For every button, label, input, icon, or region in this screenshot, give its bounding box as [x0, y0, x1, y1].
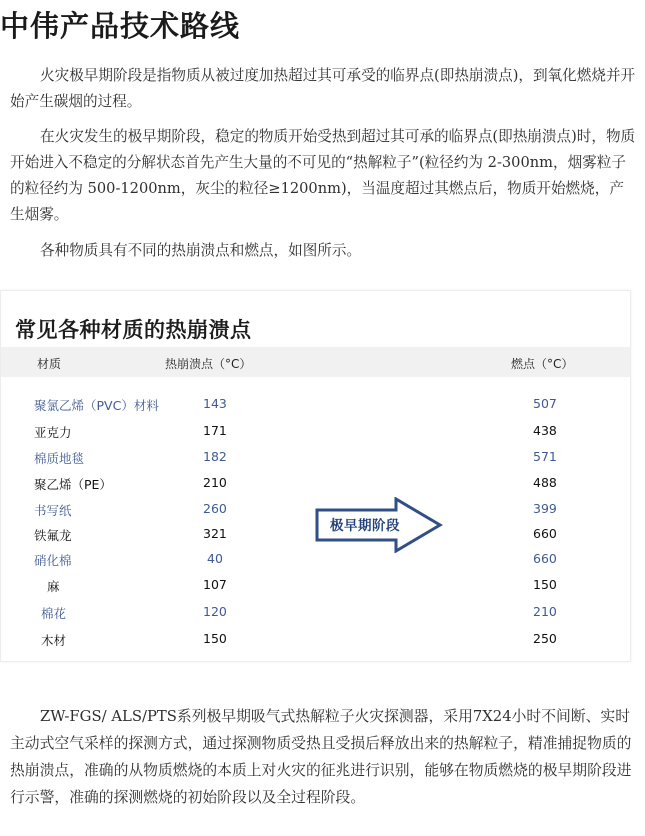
- intro-paragraph: 火灾极早期阶段是指物质从被过度加热超过其可承受的临界点(即热崩溃点)，到氧化燃烧并开始产生碳烟的过程。: [10, 67, 636, 110]
- collapse-point-cell: 107: [203, 577, 227, 592]
- material-cell: 铁氟龙: [34, 528, 72, 543]
- ignition-point-cell: 210: [533, 604, 557, 619]
- page-title: 中伟产品技术路线: [0, 9, 241, 43]
- ignition-point-cell: 150: [533, 577, 557, 592]
- table-row: [1, 627, 630, 653]
- collapse-point-cell: 120: [203, 604, 227, 619]
- collapse-point-cell: 143: [203, 396, 227, 411]
- material-cell: 聚乙烯（PE）: [34, 477, 112, 492]
- header-material: 材质: [37, 357, 62, 371]
- collapse-point-cell: 210: [203, 475, 227, 490]
- collapse-point-cell: 150: [203, 631, 227, 646]
- table-row: [1, 573, 630, 599]
- material-cell: 棉花: [41, 606, 67, 621]
- materials-table: [0, 290, 631, 662]
- header-collapse-point: 热崩溃点（°C）: [165, 357, 252, 371]
- collapse-point-cell: 260: [203, 501, 227, 516]
- material-cell: 棉质地毯: [34, 451, 85, 466]
- table-row: [1, 471, 630, 497]
- ignition-point-cell: 438: [533, 423, 557, 438]
- ignition-point-cell: 250: [533, 631, 557, 646]
- ignition-point-cell: 660: [533, 551, 557, 566]
- material-cell: 麻: [47, 579, 60, 594]
- detail-paragraph: 在火灾发生的极早期阶段，稳定的物质开始受热到超过其可承的临界点(即热崩溃点)时，物质开始进入不稳定的分解状态首先产生大量的不可见的“热解粒子”(粒径约为 2-300nm，烟雾粒子的粒径约为 500-1200nm，灰尘的粒径≥1200nm)，当温度超过其燃点后，物质开始燃烧，产生烟雾。: [10, 128, 636, 223]
- header-ignition-point: 燃点（°C）: [511, 357, 574, 371]
- ignition-point-cell: 507: [533, 396, 557, 411]
- ignition-point-cell: 488: [533, 475, 557, 490]
- material-cell: 聚氯乙烯（PVC）材料: [34, 398, 159, 413]
- product-paragraph: ZW-FGS/ ALS/PTS系列极早期吸气式热解粒子火灾探测器，采用7X24小时不间断、实时主动式空气采样的探测方式，通过探测物质受热且受损后释放出来的热解粒子，精准捕捉物质的热崩溃点，准确的从物质燃烧的本质上对火灾的征兆进行识别，能够在物质燃烧的极早期阶段进行示警，准确的探测燃烧的初始阶段以及全过程阶段。: [10, 708, 632, 806]
- collapse-point-cell: 40: [207, 551, 223, 566]
- material-cell: 硝化棉: [34, 553, 72, 568]
- table-title: 常见各种材质的热崩溃点: [15, 318, 252, 342]
- collapse-point-cell: 321: [203, 526, 227, 541]
- table-row: [1, 600, 630, 626]
- ignition-point-cell: 399: [533, 501, 557, 516]
- table-header: [1, 347, 630, 377]
- table-row: [1, 392, 630, 418]
- table-row: [1, 445, 630, 471]
- collapse-point-cell: 182: [203, 449, 227, 464]
- arrow-label: 极早期阶段: [330, 518, 400, 534]
- material-cell: 木材: [41, 633, 67, 648]
- collapse-point-cell: 171: [203, 423, 227, 438]
- table-row: [1, 419, 630, 445]
- figure-intro-paragraph: 各种物质具有不同的热崩溃点和燃点，如图所示。: [40, 242, 362, 259]
- ignition-point-cell: 660: [533, 526, 557, 541]
- material-cell: 书写纸: [34, 503, 72, 518]
- material-cell: 亚克力: [34, 425, 72, 440]
- ignition-point-cell: 571: [533, 449, 557, 464]
